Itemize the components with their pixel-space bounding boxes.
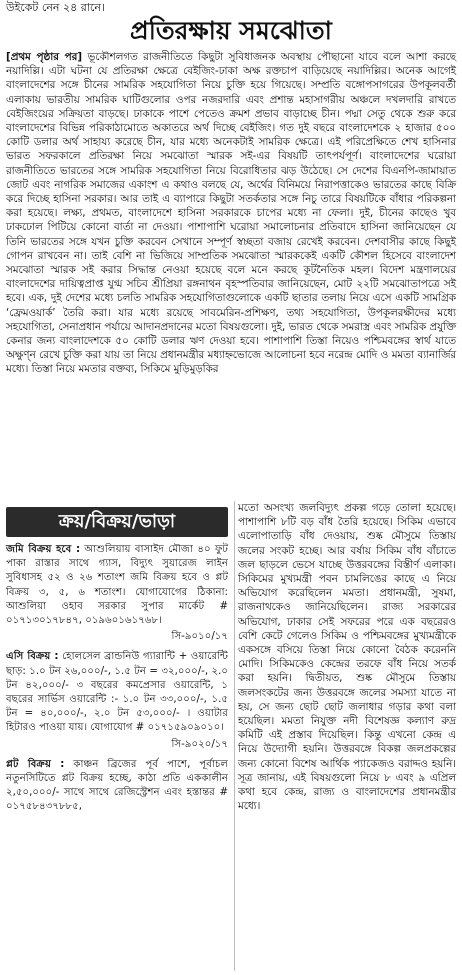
- ad-code: সি-৯০২০/১৭: [171, 738, 228, 750]
- article-body: [6, 50, 456, 377]
- ad-text: আশুলিয়ায় বাসাইদ মৌজা ৪০ ফুট পাকা রাস্তার সাথে গ্যাস, বিদ্যুৎ সুয়ারেজ লাইন সুবিধাসহ ৫২ ও ২৬ শতাংশ জমি বিক্রয় হবে ও প্লট বিক্রয় ৩, ৫, ৬ শতাংশ। যোগাযোগের ঠিকানা: আশুলিয়া ওহাব সরকার সুপার মার্কেট # ০১৭১৩০১৭৮৪৭, ০১৯৬০১৬১৭৬৮।: [6, 544, 228, 627]
- ad-title: প্লট বিক্রয় :: [6, 758, 65, 770]
- ad-title: এসি বিক্রয় :: [6, 651, 59, 663]
- headline: প্রতিরক্ষায় সমঝোতা: [130, 16, 332, 45]
- classified-ad: [6, 758, 228, 815]
- ad-text: কাঞ্চন ব্রিজের পূর্ব পাশে, পূর্বাচল নতুনসিটিতে প্লট বিক্রয় হচ্ছে, কাঠা প্রতি এককালীন ২,৫০,০০০/- সাথে সাথে রেজিস্ট্রেশন এবং হস্তান্তর # ০১৭৫৮৪৩৭৮৮৫,: [6, 758, 228, 813]
- article-paragraph: [6, 50, 456, 377]
- column-divider: [234, 501, 235, 971]
- lower-section: [6, 501, 456, 971]
- classified-ad: [6, 543, 228, 644]
- article-text: ভূকৌশলগত রাজনীতিতে কিছুটা সুবিধাজনক অবস্থায় পৌছানো যাবে বলে আশা করছে নয়াদিল্লি। এটা ঘটনা যে প্রতিরক্ষা ক্ষেত্রে বেইজিং-ঢাকা অক্ষ রক্তচাপ বাড়িয়েছে নয়াদিল্লির। অনেক আগেই বাংলাদেশের সঙ্গে চীনের সামরিক সহযোগিতা নিয়ে চুক্তি হয়ে গিয়েছে। সম্প্রতি বঙ্গোপসাগরের উপকূলবর্তী এলাকায় ভারতীয় সামরিক ঘাটিগুলোর ওপর নজরদারি এবং প্রশান্ত মহাসাগরীয় অঞ্চলে দখলদারি রাখতে বেইজিংয়ের সক্রিয়তা বাড়ছে। ঢাকাকে পাশে পেতেও ক্রমশ প্রভাব বাড়াচ্ছে চীন। পদ্মা সেতু থেকে শুরু করে বাংলাদেশের বিভিন্ন পরিকাঠামোতে অকাতরে অর্থ দিচ্ছে বেইজিং। গত দুই বছরে বাংলাদেশকে ২ হাজার ৫০০ কোটি ডলার অর্থ সাহায্য করেছে চীন, যার মধ্যে অনেকটাই সামরিক ক্ষেত্রে। এই পরিপ্রেক্ষিতে শেখ হাসিনার ভারত সফরকালে প্রতিরক্ষা নিয়ে সমঝোতা স্মারক সই-এর বিষয়টি তাৎপর্যপূর্ণ। বাংলাদেশের ঘরোয়া রাজনীতিতে ভারতের সঙ্গে সামরিক সহযোগিতা নিয়ে বিরোধিতার ঝড় উঠেছে। সে দেশের বিএনপি-জামায়াত জোট এবং নাগরিক সমাজের একাংশ এ কথাও বলছে যে, অর্থের বিনিময়ে নিরাপত্তাকেও ভারতের কাছে বিক্রি করে দিচ্ছে হাসিনা সরকার। আর তাই এ ব্যাপারে কিছুটা সতর্কতার সঙ্গে নিচু তারে বিষয়টিকে বাঁধার পরিকল্পনা করা হয়েছে। লক্ষ্য, প্রথমত, বাংলাদেশে হাসিনা সরকারকে চাপের মধ্যে না ফেলা। দুই, চীনের কাছেও খুব ঢাকঢোল পিটিয়ে কোনো বার্তা না দেওয়া। পাশাপাশি ঘরোয়া সমালোচনার প্রতিবাদে হাসিনা জানিয়েছেন যে তিনি ভারতের সঙ্গে যখন চুক্তি করবেন সেখানে সম্পূর্ণ স্বচ্ছতা বজায় রেখেই করবেন। দেশবাসীর কাছে কিছুই গোপন রাখবেন না। তাই বেশি না ভিজিয়ে সাম্প্রতিক সমঝোতা স্মারককেই একটি কৌশল হিসেবে বাংলাদেশ সমঝোতা স্মারক সই করার সিদ্ধান্ত নেওয়া হয়েছে বলে মনে করছে কূটনৈতিক মহল। বিদেশ মন্ত্রণালয়ের বাংলাদেশের দায়িত্বপ্রাপ্ত যুগ্ম সচিব শ্রীপ্রিয়া রঙ্গনাথন বৃহস্পতিবার জানিয়েছেন, মোট ২২টি সমঝোতাপত্রে সই হবে। এক, দুই দেশের মধ্যে চলতি সামরিক সহযোগিতাগুলোকে একটি ছাতার তলায় নিয়ে এসে একটি সামগ্রিক ‘ফ্রেমওয়ার্ক’ তৈরি করা। যার মধ্যে রয়েছে সাবমেরিন-প্রশিক্ষণ, তথ্য সহযোগিতা, উপকূলরক্ষীদের মধ্যে সহযোগিতা, সেনাপ্রধান পর্যায়ে আদানপ্রদানের মতো বিষয়গুলো। দুই, ভারত থেকে সমরাস্ত্র এবং সামরিক প্রযুক্তি কেনার জন্য বাংলাদেশকে ৫০ কোটি ডলার ঋণ দেওয়া হবে। পাশাপাশি তিস্তা নিয়েও পশ্চিমবঙ্গের স্বার্থ যাতে অক্ষুণ্ন রেখে চুক্তি করা যায় তা নিয়ে প্রধানমন্ত্রীর মধ্যাহ্নভোজে আলোচনা হবে নরেন্দ্র মোদি ও মমতা ব্যানার্জির মধ্যে। তিস্তা নিয়ে মমতার বক্তব্য, সিকিমে মুড়িমুড়কির: [6, 51, 456, 376]
- classified-ad: [6, 650, 228, 751]
- classifieds-heading: ক্রয়/বিক্রয়/ভাড়া: [6, 507, 228, 537]
- previous-story-tail: উইকেট নেন ২৪ রানে।: [6, 1, 105, 14]
- ad-title: জমি বিক্রয় হবে :: [6, 544, 81, 555]
- ad-code: সি-৯০১০/১৭: [171, 631, 228, 643]
- classifieds-column: [6, 501, 228, 971]
- article-continuation: মতো অসংখ্য জলবিদ্যুৎ প্রকল্প গড়ে তোলা হয়েছে। পাশাপাশি ৮টি বড় বাঁধ তৈরি হয়েছে। সিকিম এভাবে এলোপাতাড়ি বাঁধ দেওয়ায়, শুষ্ক মৌসুমে তিস্তায় জলের সংকট হচ্ছে। আর বর্ষায় সিকিম বাঁধ বাঁচাতে জল ছাড়লে ভেসে যাচ্ছে উত্তরবঙ্গের বিস্তীর্ণ এলাকা। সিকিমের মুখ্যমন্ত্রী পবন চামলিঙের কাছে এ নিয়ে অভিযোগ করেছিলেন মমতা। প্রধানমন্ত্রী, সুষমা, রাজনাথকেও জানিয়েছিলেন। রাজ্য সরকারের অভিযোগ, ঢাকার সেই সফরের পরে এক বছরেরও বেশি কেটে গেলেও সিকিম ও পশ্চিমবঙ্গের মুখ্যমন্ত্রীকে একসঙ্গে বসিয়ে তিস্তা নিয়ে কোনো বৈঠক করেননি মোদি। সিকিমকেও কেন্দ্রের তরফে বাঁধ নিয়ে সতর্ক করা হয়নি। দ্বিতীয়ত, শুষ্ক মৌসুমে তিস্তায় জলসংকটের জন্য উত্তরবঙ্গে জলের সমস্যা যাতে না হয়, সে জন্য ছোট ছোট জলাধার গড়ার কথা বলা হয়েছিল। মমতা নিযুক্ত নদী বিশেষজ্ঞ কল্যাণ রুদ্র কমিটি এই প্রস্তাব দিয়েছিল। কিন্তু এখনো কেন্দ্র এ নিয়ে উদ্যোগী হয়নি। উত্তরবঙ্গে বিকল্প জলপ্রকল্পের জন্য কোনো বিশেষ আর্থিক প্যাকেজও বরাদ্দও হয়নি। সূত্র জানায়, এই বিষয়গুলো নিয়ে ৮ এবং ৯ এপ্রিল কথা হবে কেন্দ্র, রাজ্য ও বাংলাদেশের প্রধানমন্ত্রীর মধ্যে।: [238, 502, 456, 813]
- continued-tag: [প্রথম পৃষ্ঠার পর]: [6, 51, 83, 63]
- ad-text: হোলসেল ব্রান্ডনিউ গ্যারান্টি + ওয়ারেন্টি ছাড়: ১.০ টন ২৬,০০০/-, ১.৫ টন = ৩২,০০০/-, ২.০ টন ৪২,০০০/- ৩ বছরের কমপ্রেসার ওয়ারেন্টি, ১ বছরের সার্ভিস ওয়ারেন্টি :- ১.০ টন ৩৩,০০০/-, ১.৫ টন = ৪০,০০০/-, ২.০ টন ৫৩,০০০/- । ওয়াটার হিটারও পাওয়া যায়। যোগাযোগ # ০১৭১৫৯০৯০১০।: [6, 651, 229, 734]
